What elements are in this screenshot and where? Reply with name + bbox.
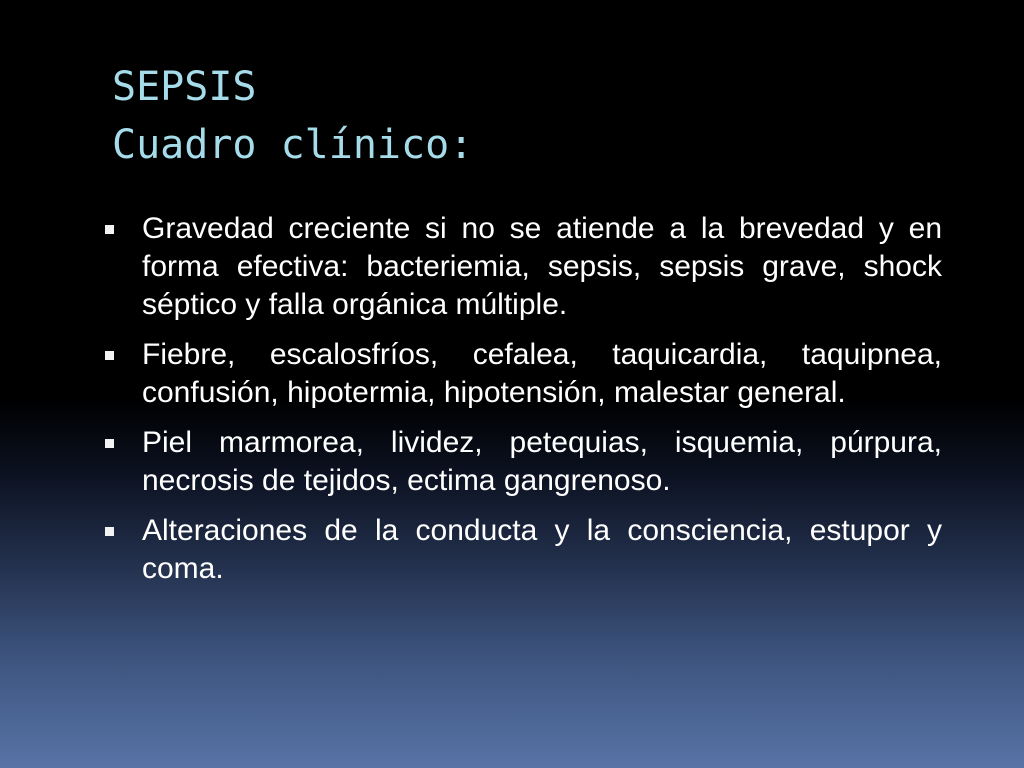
title-line-2: Cuadro clínico: (112, 122, 474, 168)
bullet-text: Alteraciones de la conducta y la consciencia, estupor y coma. (142, 514, 942, 585)
bullet-text: Gravedad creciente si no se atiende a la brevedad y en forma efectiva: bacteriemia, sepsis, sepsis grave, shock séptico y falla orgánica múltiple. (142, 212, 942, 321)
bullet-item (102, 512, 942, 588)
bullet-item (102, 336, 942, 412)
bullet-item (102, 210, 942, 324)
slide-title (112, 58, 972, 174)
square-bullet-icon (105, 225, 114, 234)
bullet-list (102, 210, 942, 600)
bullet-text: Fiebre, escalosfríos, cefalea, taquicardia, taquipnea, confusión, hipotermia, hipotensión, malestar general. (142, 338, 942, 409)
bullet-item (102, 424, 942, 500)
title-line-1: SEPSIS (112, 64, 257, 110)
square-bullet-icon (105, 527, 114, 536)
square-bullet-icon (105, 439, 114, 448)
bullet-text: Piel marmorea, lividez, petequias, isquemia, púrpura, necrosis de tejidos, ectima gangrenoso. (142, 426, 942, 497)
square-bullet-icon (105, 351, 114, 360)
